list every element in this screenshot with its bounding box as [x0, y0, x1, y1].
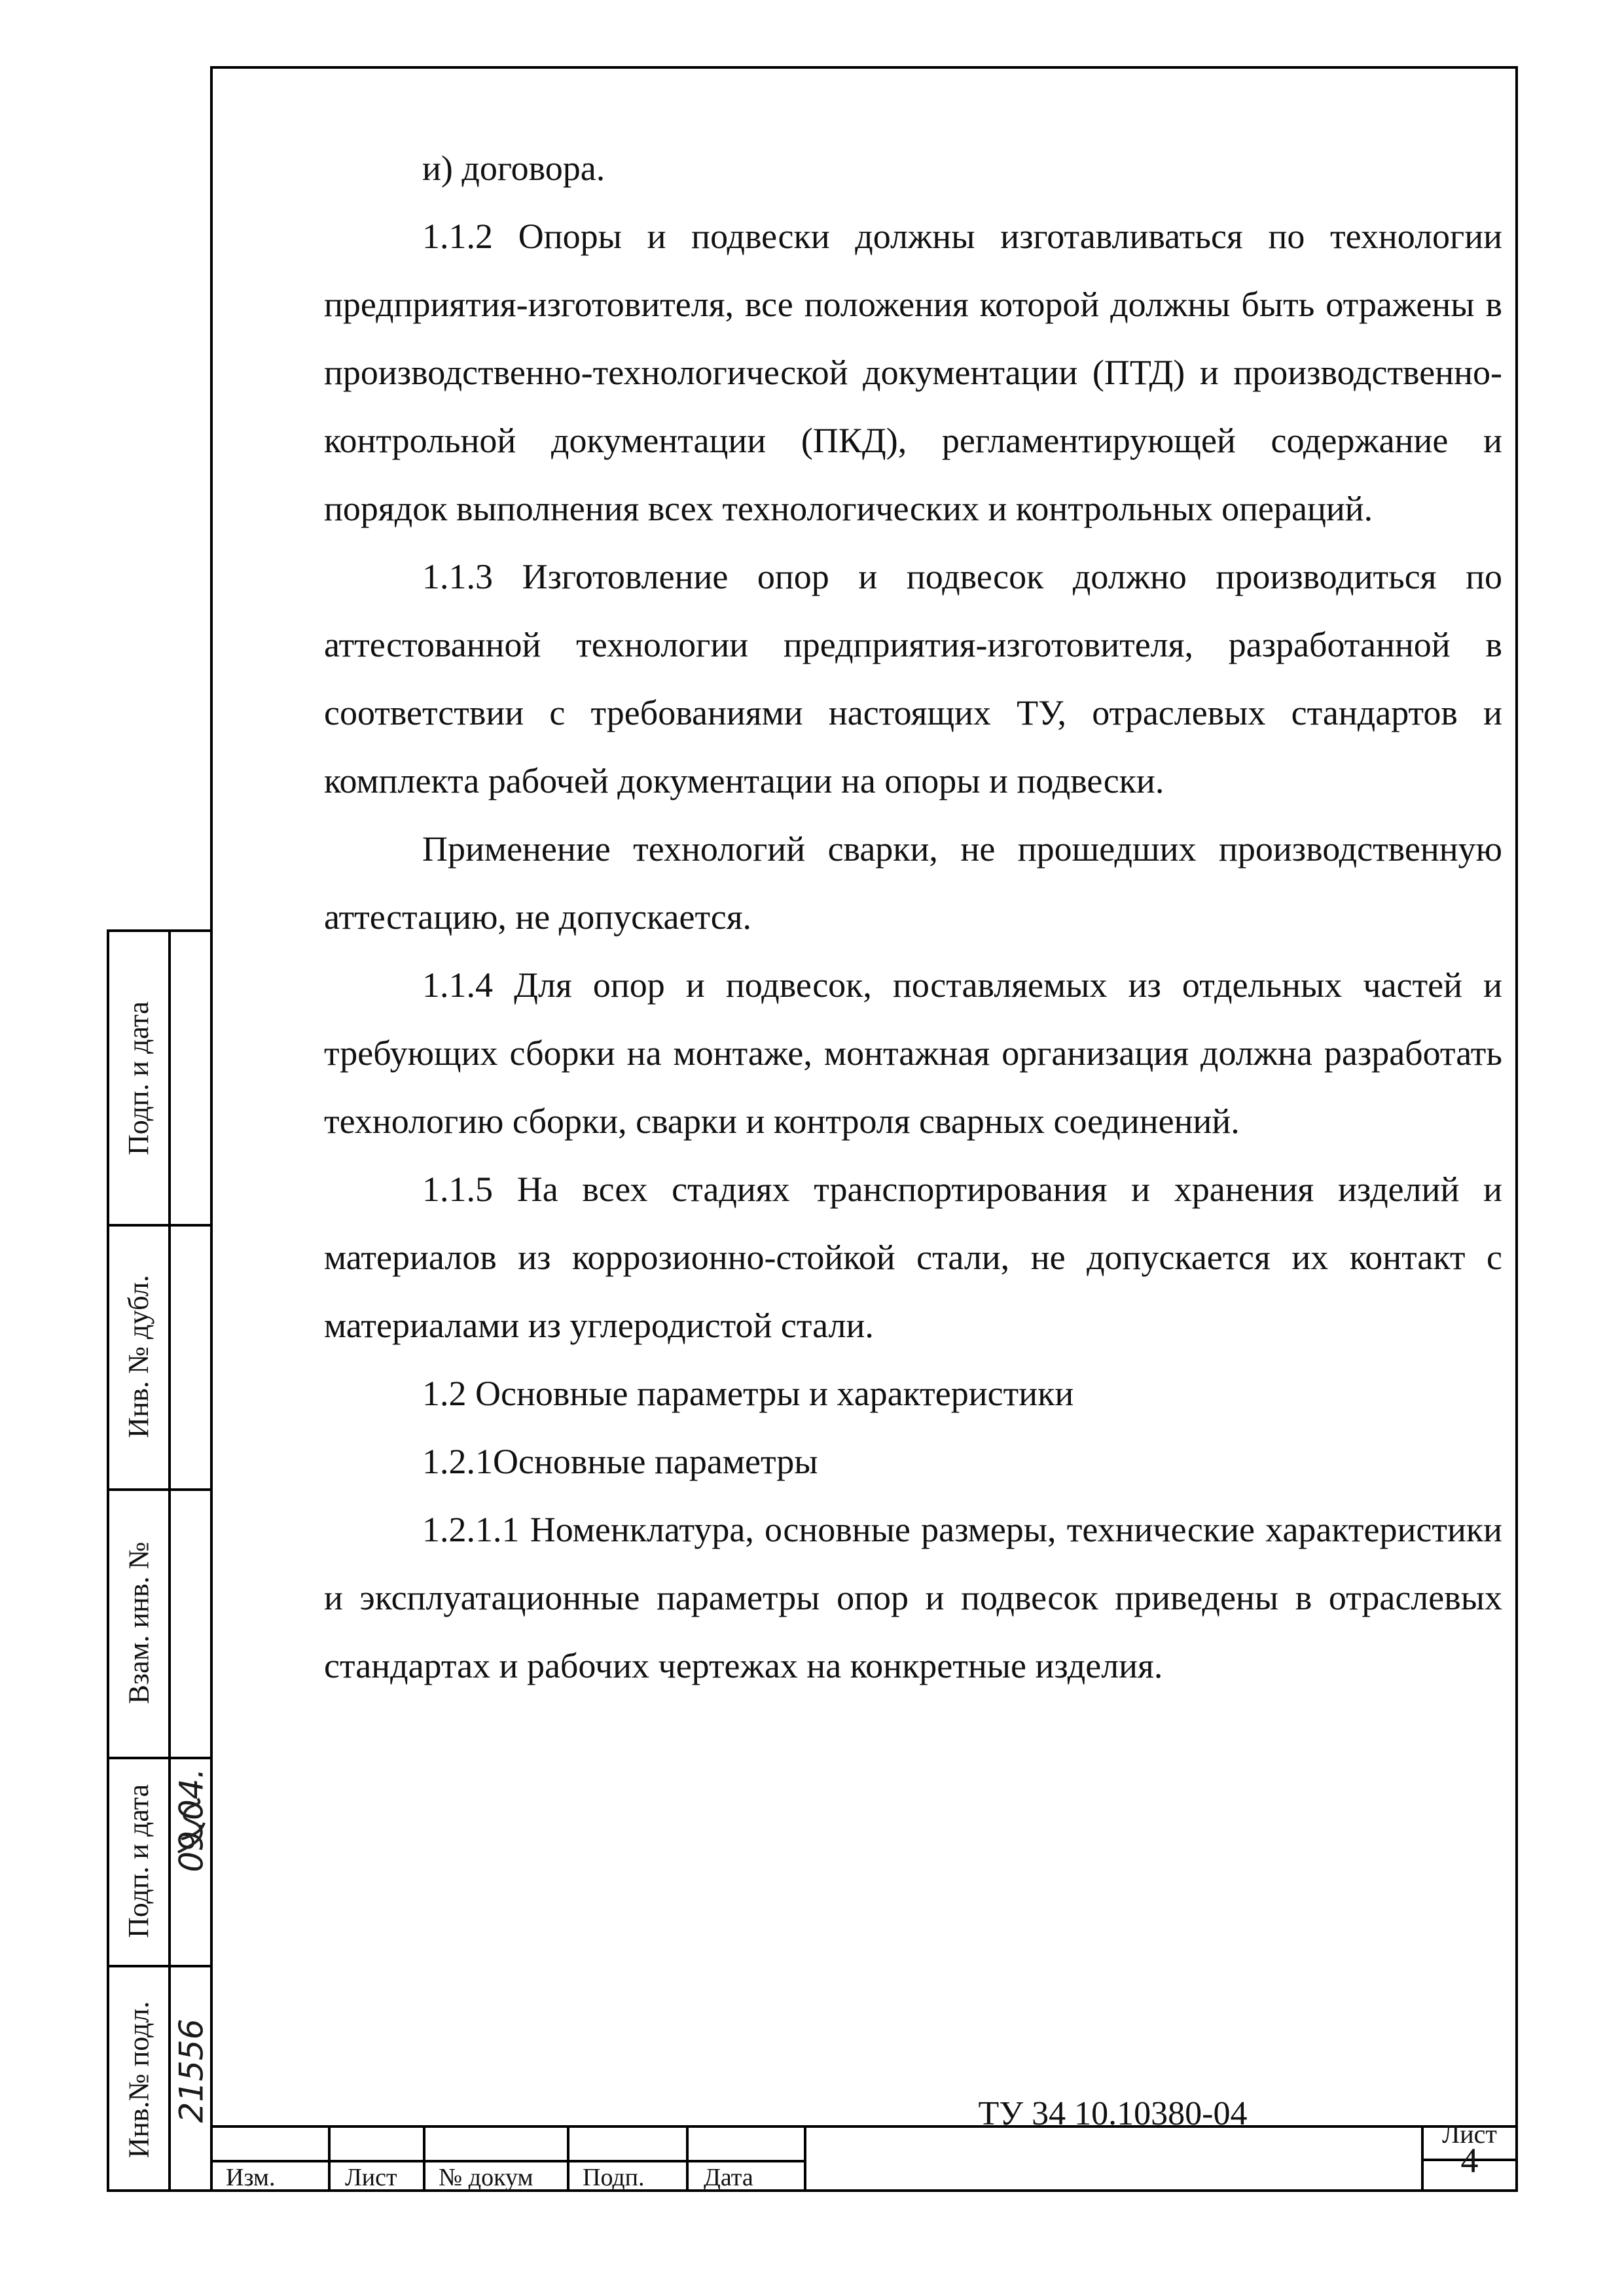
- handwritten-date: 09.04.: [173, 1768, 211, 1873]
- side-cell: [109, 932, 168, 1224]
- side-cell: [109, 1488, 168, 1757]
- col-label-doc-number: № докум: [439, 2164, 533, 2191]
- signature-mark: [171, 1793, 211, 1859]
- paragraph: 1.1.2 Опоры и подвески должны изготавливаться по технологии предприятия-изготовителя, все положения которой должны быть отражены в производственно-технологической документации (ПТД) и производственно-контрольной документации (ПКД), регламентирующей содержание и порядок выполнения всех технологических и контрольных операций.: [324, 217, 1502, 528]
- col-label-signature: Подп.: [583, 2164, 645, 2191]
- title-block-col: [423, 2125, 425, 2192]
- title-block-col: [328, 2125, 331, 2192]
- paragraph: 1.2.1.1 Номенклатура, основные размеры, технические характеристики и эксплуатационные параметры опор и подвесок приведены в отраслевых стандартах и рабочих чертежах на конкретные изделия.: [324, 1510, 1502, 1685]
- sheet-label: Лист: [1442, 2119, 1497, 2149]
- sheet-number: 4: [1460, 2141, 1479, 2180]
- handwritten-inv-number: 21556: [173, 2018, 211, 2123]
- document-code: ТУ 34 10.10380-04: [978, 2095, 1248, 2132]
- col-label-date: Дата: [704, 2164, 753, 2191]
- side-stamp: [107, 929, 210, 2192]
- section-heading: 1.2 Основные параметры и характеристики: [422, 1374, 1074, 1413]
- side-cell: [109, 1965, 168, 2195]
- paragraph: 1.1.5 На всех стадиях транспортирования и хранения изделий и материалов из коррозионно-стойкой стали, не допускается их контакт с материалами из углеродистой стали.: [324, 1170, 1502, 1345]
- paragraph: и) договора.: [422, 149, 605, 188]
- side-label-replace-inv: Взам. инв. №: [122, 1541, 155, 1704]
- paragraph: 1.1.3 Изготовление опор и подвесок должно производиться по аттестованной технологии предприятия-изготовителя, разработанной в соответствии с требованиями настоящих ТУ, отраслевых стандартов и комплекта рабочей документации на опоры и подвески.: [324, 557, 1502, 800]
- paragraph: Применение технологий сварки, не прошедших производственную аттестацию, не допускается.: [324, 829, 1502, 937]
- col-label-sheet: Лист: [345, 2164, 397, 2191]
- title-block-col: [567, 2125, 569, 2192]
- side-label-sign-date: Подп. и дата: [122, 1001, 155, 1155]
- side-cell: [109, 1757, 168, 1965]
- title-block-row: [210, 2160, 806, 2162]
- side-label-inv-original: Инв.№ подл.: [122, 2001, 155, 2159]
- side-label-inv-dup: Инв. № дубл.: [122, 1274, 155, 1438]
- col-label-change: Изм.: [226, 2164, 276, 2191]
- subsection-heading: 1.2.1Основные параметры: [422, 1442, 818, 1481]
- title-block-col: [686, 2125, 689, 2192]
- title-block-col: [804, 2125, 806, 2192]
- side-cell: [109, 1224, 168, 1488]
- document-body: [324, 134, 1502, 1700]
- side-label-sign-date-2: Подп. и дата: [122, 1784, 155, 1938]
- paragraph: 1.1.4 Для опор и подвесок, поставляемых из отдельных частей и требующих сборки на монтаже, монтажная организация должна разработать технологию сборки, сварки и контроля сварных соединений.: [324, 965, 1502, 1141]
